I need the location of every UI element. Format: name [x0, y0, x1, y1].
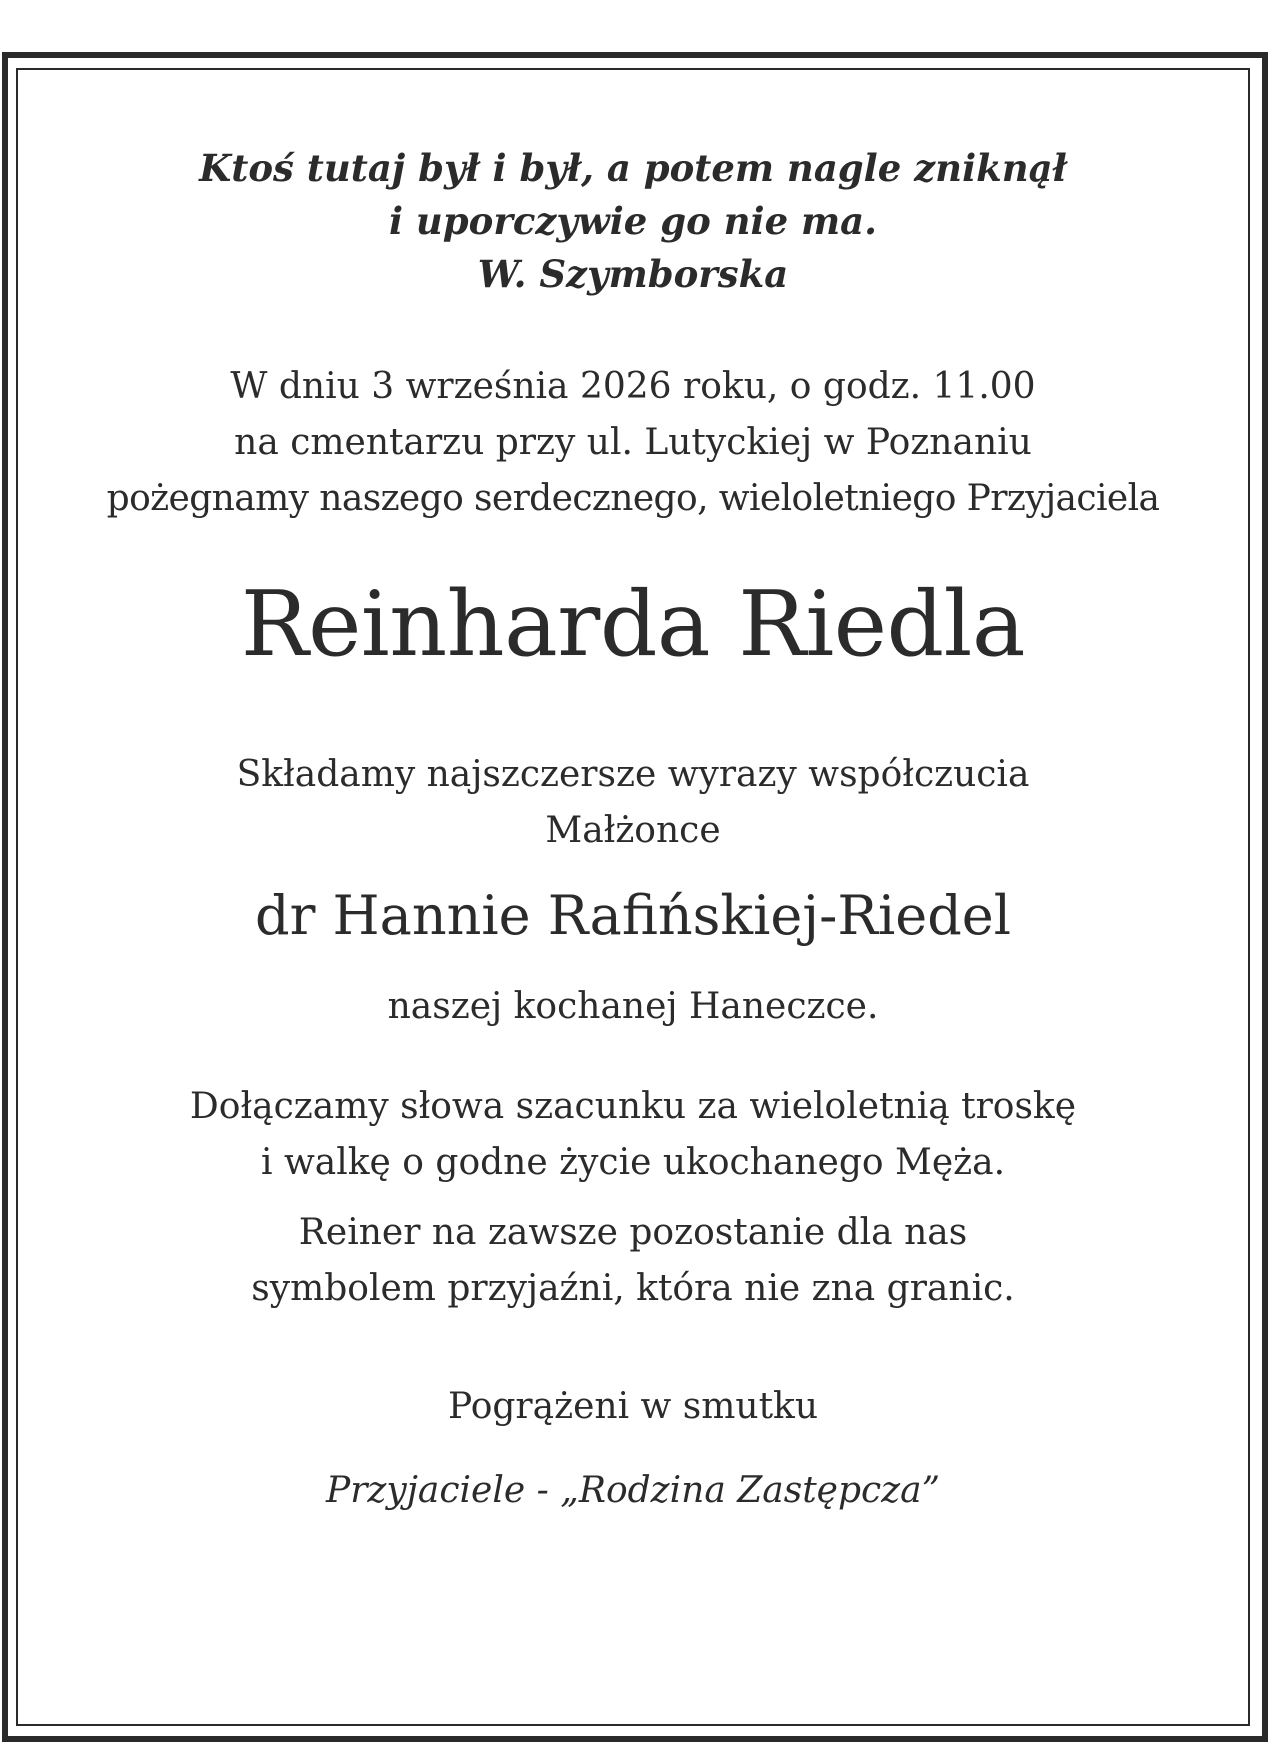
respect-line: i walkę o godne życie ukochanego Męża.	[260, 1142, 1006, 1183]
condolence-line: Składamy najszczersze wyrazy współczucia	[236, 754, 1030, 795]
spouse-name: dr Hannie Rafińskiej-Riedel	[255, 884, 1011, 947]
quote-author: W. Szymborska	[477, 252, 789, 296]
condolence-line: Małżonce	[545, 810, 721, 851]
respect-line: Dołączamy słowa szacunku za wieloletnią troskę	[189, 1086, 1077, 1127]
announcement-block	[18, 359, 1248, 527]
symbol-block	[18, 1205, 1248, 1317]
announcement-line: W dniu 3 września 2026 roku, o godz. 11.00	[230, 366, 1036, 407]
deceased-name: Reinharda Riedla	[240, 572, 1026, 677]
announcement-line: pożegnamy naszego serdecznego, wieloletniego Przyjaciela	[106, 478, 1160, 519]
quote-block	[18, 142, 1248, 301]
symbol-line: Reiner na zawsze pozostanie dla nas	[298, 1212, 968, 1253]
quote-line: i uporczywie go nie ma.	[388, 199, 878, 243]
announcement-line: na cmentarzu przy ul. Lutyckiej w Poznaniu	[234, 422, 1032, 463]
respect-block	[18, 1079, 1248, 1191]
signature: Przyjaciele - „Rodzina Zastępcza”	[325, 1470, 941, 1511]
mourning-line: Pogrążeni w smutku	[447, 1386, 819, 1427]
symbol-line: symbolem przyjaźni, która nie zna granic.	[251, 1268, 1015, 1309]
quote-line: Ktoś tutaj był i był, a potem nagle zniknął	[199, 146, 1067, 190]
dear-line: naszej kochanej Haneczce.	[387, 986, 879, 1027]
obituary-notice	[18, 70, 1248, 1519]
condolence-block	[18, 747, 1248, 859]
